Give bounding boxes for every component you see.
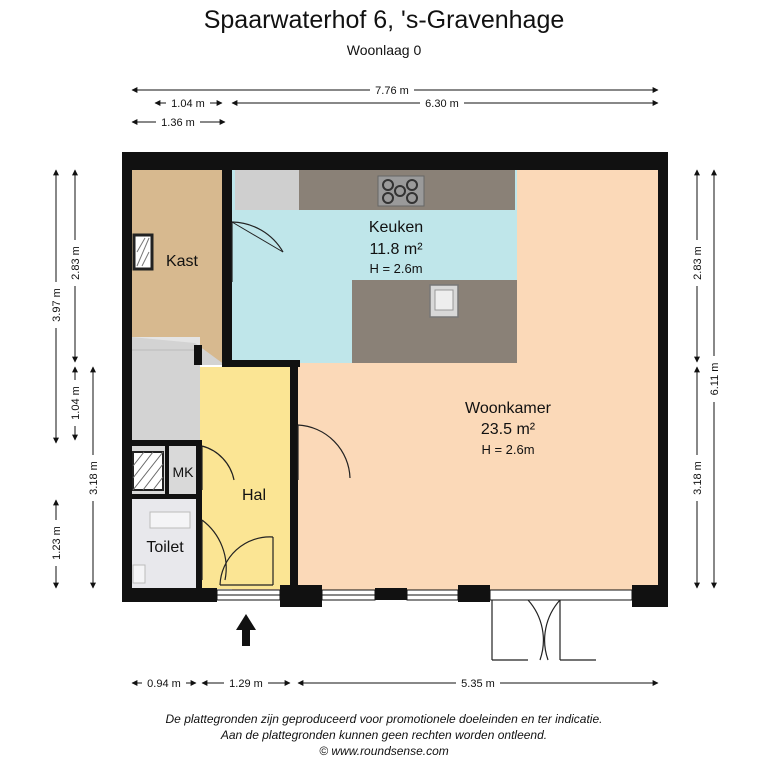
wall-bottom-seg2 [458, 585, 490, 602]
wall-mk-inner [165, 446, 169, 494]
sink-icon [430, 285, 458, 317]
wall-hal-right [290, 360, 298, 585]
hal-name: Hal [241, 487, 267, 504]
keuken-area: 11.8 m² [369, 241, 423, 258]
woonkamer-name: Woonkamer [465, 400, 551, 417]
dim-left-inner-top-label: 2.83 m [70, 246, 82, 280]
shaft [134, 235, 152, 269]
wall-bottom-seg1 [375, 588, 407, 600]
dim-left-inner-bottom-label: 3.18 m [88, 461, 100, 495]
dim-bottom-b-label: 1.29 m [229, 678, 263, 690]
dim-top-b-label: 1.36 m [161, 117, 195, 129]
keuken-height: H = 2.6m [369, 261, 423, 276]
dim-top-total-label: 7.76 m [375, 85, 409, 97]
kast-name: Kast [165, 253, 199, 270]
disclaimer-line-2: Aan de plattegronden kunnen geen rechten worden ontleend. [220, 728, 548, 742]
counter-top-light [235, 170, 299, 210]
wall-bottom-right [632, 585, 668, 607]
toilet-name: Toilet [146, 539, 184, 556]
dim-right-bottom-label: 3.18 m [692, 461, 704, 495]
garden-doors [492, 600, 596, 660]
wall-right [658, 152, 668, 607]
wall-bottom-mid [280, 585, 322, 607]
wall-hal-left [196, 440, 202, 590]
dim-right-top-label: 2.83 m [692, 246, 704, 280]
hal-floor [200, 367, 292, 589]
plan-subtitle: Woonlaag 0 [346, 42, 422, 58]
disclaimer-line-1: De plattegronden zijn geproduceerd voor promotionele doeleinden en ter indicatie. [165, 712, 603, 726]
keuken-name: Keuken [368, 219, 424, 236]
entrance-arrow-icon [236, 614, 256, 646]
plan-title: Spaarwaterhof 6, 's-Gravenhage [203, 6, 565, 34]
woonkamer-area: 23.5 m² [480, 421, 536, 438]
mk-name: MK [172, 464, 194, 480]
woonkamer-height: H = 2.6m [481, 442, 535, 457]
wall-toilet-top [131, 494, 202, 499]
dim-left-bottom-label: 1.23 m [51, 526, 63, 560]
wall-mk-top [131, 440, 202, 446]
wall-kast-bottom [194, 345, 202, 365]
dim-left-mid-label: 1.04 m [70, 386, 82, 420]
dim-bottom-a-label: 0.94 m [147, 678, 181, 690]
cooktop-icon [378, 176, 424, 206]
meter-cupboard [133, 452, 163, 490]
wall-top [122, 152, 668, 170]
dim-top-a-label: 1.04 m [171, 98, 205, 110]
copyright: © www.roundsense.com [319, 744, 449, 758]
dim-left-outer-label: 3.97 m [51, 288, 63, 322]
wall-left [122, 152, 132, 602]
dim-bottom-c-label: 5.35 m [461, 678, 495, 690]
wall-keuken-bottom [222, 360, 300, 367]
dim-right-total-label: 6.11 m [709, 362, 721, 396]
wall-kast-right [222, 170, 232, 363]
dim-top-right-label: 6.30 m [425, 98, 459, 110]
windows [217, 590, 632, 600]
wall-bottom-left [122, 588, 217, 602]
